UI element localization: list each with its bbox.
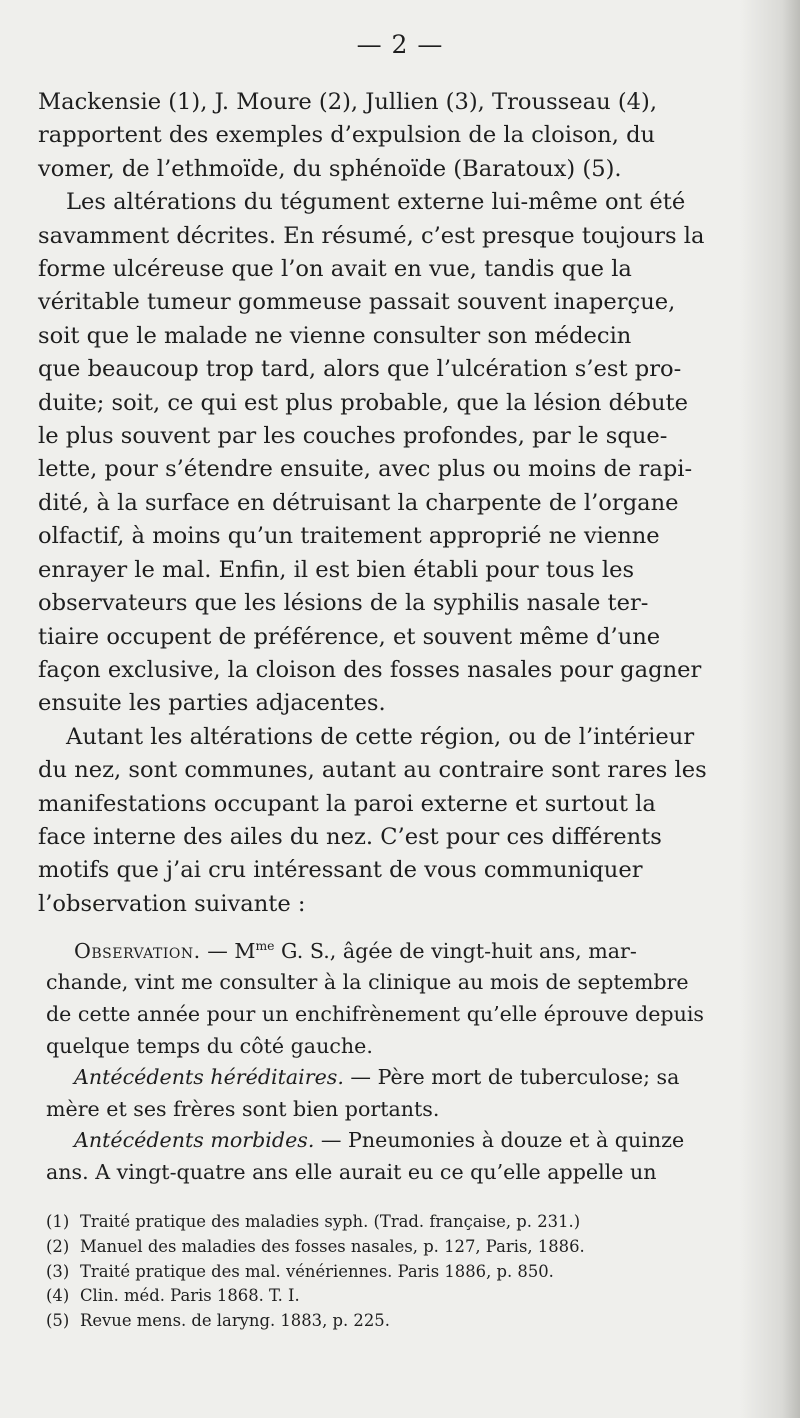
text-line: le plus souvent par les couches profondes, par le sque- (38, 423, 668, 450)
text-line: chande, vint me consulter à la clinique au mois de septembre (46, 970, 689, 995)
footnote-text: Manuel des maladies des fosses nasales, p. 127, Paris, 1886. (80, 1236, 585, 1256)
text-line: Les altérations du tégument externe lui-même ont été (66, 189, 686, 216)
text-line: ensuite les parties adjacentes. (38, 690, 386, 717)
morbid-text: — Pneumonies à douze et à quinze (314, 1128, 685, 1153)
footnote-text: Clin. méd. Paris 1868. T. I. (80, 1286, 300, 1306)
text-line: savamment décrites. En résumé, c’est presque toujours la (38, 222, 705, 249)
footnotes (46, 1210, 746, 1334)
footnote-text: Traité pratique des mal. vénériennes. Paris 1886, p. 850. (80, 1261, 554, 1281)
footnote-number: (5) (46, 1311, 70, 1331)
observation-section (46, 931, 756, 1189)
morbid-first-line (46, 1125, 756, 1157)
footnote-number: (2) (46, 1236, 70, 1256)
text-line: façon exclusive, la cloison des fosses nasales pour gagner (38, 656, 702, 683)
paragraph-1 (38, 86, 756, 186)
text-line: vomer, de l’ethmoïde, du sphénoïde (Baratoux) (5). (38, 155, 622, 182)
text-line: Autant les altérations de cette région, ou de l’intérieur (66, 723, 695, 750)
observation-first-line (46, 931, 756, 967)
morbid-label: Antécédents morbides. (74, 1128, 315, 1153)
hereditary-label: Antécédents héréditaires. (74, 1065, 344, 1090)
hereditary-paragraph (46, 1062, 756, 1125)
text-line: face interne des ailes du nez. C’est pour ces différents (38, 823, 662, 850)
footnote-number: (1) (46, 1212, 70, 1231)
footnote (46, 1210, 746, 1235)
footnote (46, 1235, 746, 1260)
text-line: ans. A vingt-quatre ans elle aurait eu ce qu’elle appelle un (46, 1160, 657, 1185)
text-line: tiaire occupent de préférence, et souvent même d’une (38, 623, 661, 650)
footnote-number: (3) (46, 1261, 70, 1281)
page-number: — 2 — (356, 30, 444, 59)
text-line: forme ulcéreuse que l’on avait en vue, tandis que la (38, 256, 632, 283)
text-line: que beaucoup trop tard, alors que l’ulcération s’est pro- (38, 356, 682, 383)
text-line: dité, à la surface en détruisant la charpente de l’organe (38, 489, 679, 516)
footnote (46, 1260, 746, 1285)
text-line: de cette année pour un enchifrènement qu’elle éprouve depuis (46, 1002, 704, 1027)
text-line: enrayer le mal. Enfin, il est bien établi pour tous les (38, 556, 635, 583)
body-text (38, 86, 756, 921)
observation-superscript: me (255, 939, 275, 953)
text-line: observateurs que les lésions de la syphilis nasale ter- (38, 590, 649, 617)
footnote-text: Traité pratique des maladies syph. (Trad. française, p. 231.) (80, 1212, 581, 1231)
text-line: lette, pour s’étendre ensuite, avec plus ou moins de rapi- (38, 456, 693, 483)
footnote-text: Revue mens. de laryng. 1883, p. 225. (80, 1311, 390, 1331)
text-line: olfactif, à moins qu’un traitement approprié ne vienne (38, 523, 660, 550)
text-line: soit que le malade ne vienne consulter son médecin (38, 322, 632, 349)
text-line: Mackensie (1), J. Moure (2), Jullien (3), Trousseau (4), (38, 89, 658, 115)
text-line: quelque temps du côté gauche. (46, 1033, 373, 1058)
observation-text: — M (200, 938, 256, 963)
footnote (46, 1309, 746, 1334)
paragraph-2 (38, 186, 756, 721)
text-line: l’observation suivante : (38, 890, 306, 917)
text-line: véritable tumeur gommeuse passait souvent inaperçue, (38, 289, 676, 316)
text-line: manifestations occupant la paroi externe et surtout la (38, 790, 656, 817)
text-line: motifs que j’ai cru intéressant de vous communiquer (38, 857, 643, 884)
morbid-paragraph (46, 1125, 756, 1188)
text-line: duite; soit, ce qui est plus probable, que la lésion débute (38, 389, 688, 416)
hereditary-first-line (46, 1062, 756, 1094)
footnote-number: (4) (46, 1286, 70, 1306)
text-line: mère et ses frères sont bien portants. (46, 1096, 440, 1121)
footnote (46, 1284, 746, 1309)
observation-heading: Observation. (74, 938, 201, 963)
text-line: du nez, sont communes, autant au contraire sont rares les (38, 757, 707, 784)
observation-paragraph (46, 931, 756, 1062)
text-line: rapportent des exemples d’expulsion de la cloison, du (38, 122, 656, 149)
observation-text: G. S., âgée de vingt-huit ans, mar- (274, 938, 637, 963)
paragraph-3 (38, 721, 756, 921)
hereditary-text: — Père mort de tuberculose; sa (343, 1065, 680, 1090)
